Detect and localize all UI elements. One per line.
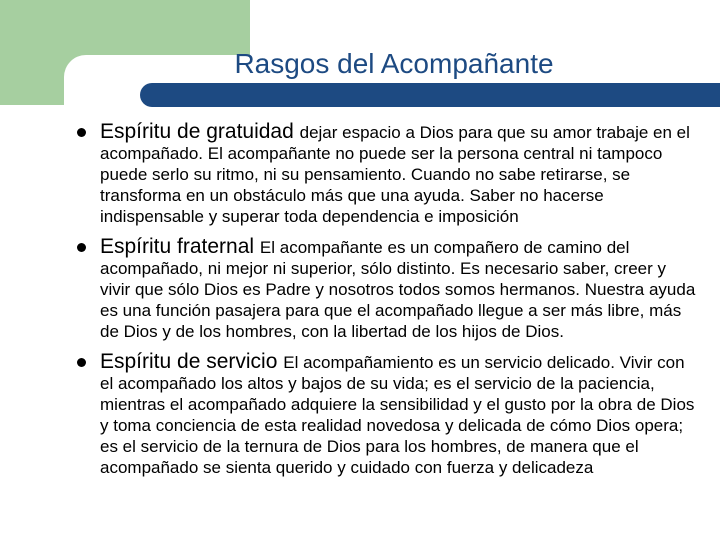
bullet-text: El acompañamiento es un servicio delicado. Vivir con el acompañado los altos y bajos de su vida; es el servicio de la paciencia, mientras el acompañado adquiere la sensibilidad y el gusto por la obra de Dios y toma conciencia de esta realidad novedosa y delicada de cómo Dios opera; es el servicio de la ternura de Dios para los hombres, de manera que el acompañado se sienta querido y cuidado con fuerza y delicadeza [100,353,695,477]
bullet-dot-icon [77,128,86,137]
title-underline-bar [140,83,720,107]
bullet-list [76,121,696,487]
bullet-item [76,351,696,478]
bullet-heading: Espíritu de servicio [100,350,284,373]
bullet-dot-icon [77,243,86,252]
bullet-heading: Espíritu de gratuidad [100,120,300,143]
bullet-item [76,236,696,342]
bullet-text: dejar espacio a Dios para que su amor trabaje en el acompañado. El acompañante no puede ser la persona central ni tampoco puede serlo su ritmo, ni su pensamiento. Cuando no sabe retirarse, se transforma en un obstáculo más que una ayuda. Saber no hacerse indispensable y superar toda dependencia e imposición [100,123,690,226]
bullet-item [76,121,696,227]
bullet-heading: Espíritu fraternal [100,235,260,258]
bullet-text: El acompañante es un compañero de camino del acompañado, ni mejor ni superior, sólo distinto. Es necesario saber, creer y vivir que sólo Dios es Padre y nosotros todos somos hermanos. Nuestra ayuda es una función pasajera para que el acompañado llegue a ser más libre, más de Dios y de los hombres, con la libertad de los hijos de Dios. [100,238,696,341]
slide-title: Rasgos del Acompañante [234,48,554,79]
bullet-dot-icon [77,358,86,367]
